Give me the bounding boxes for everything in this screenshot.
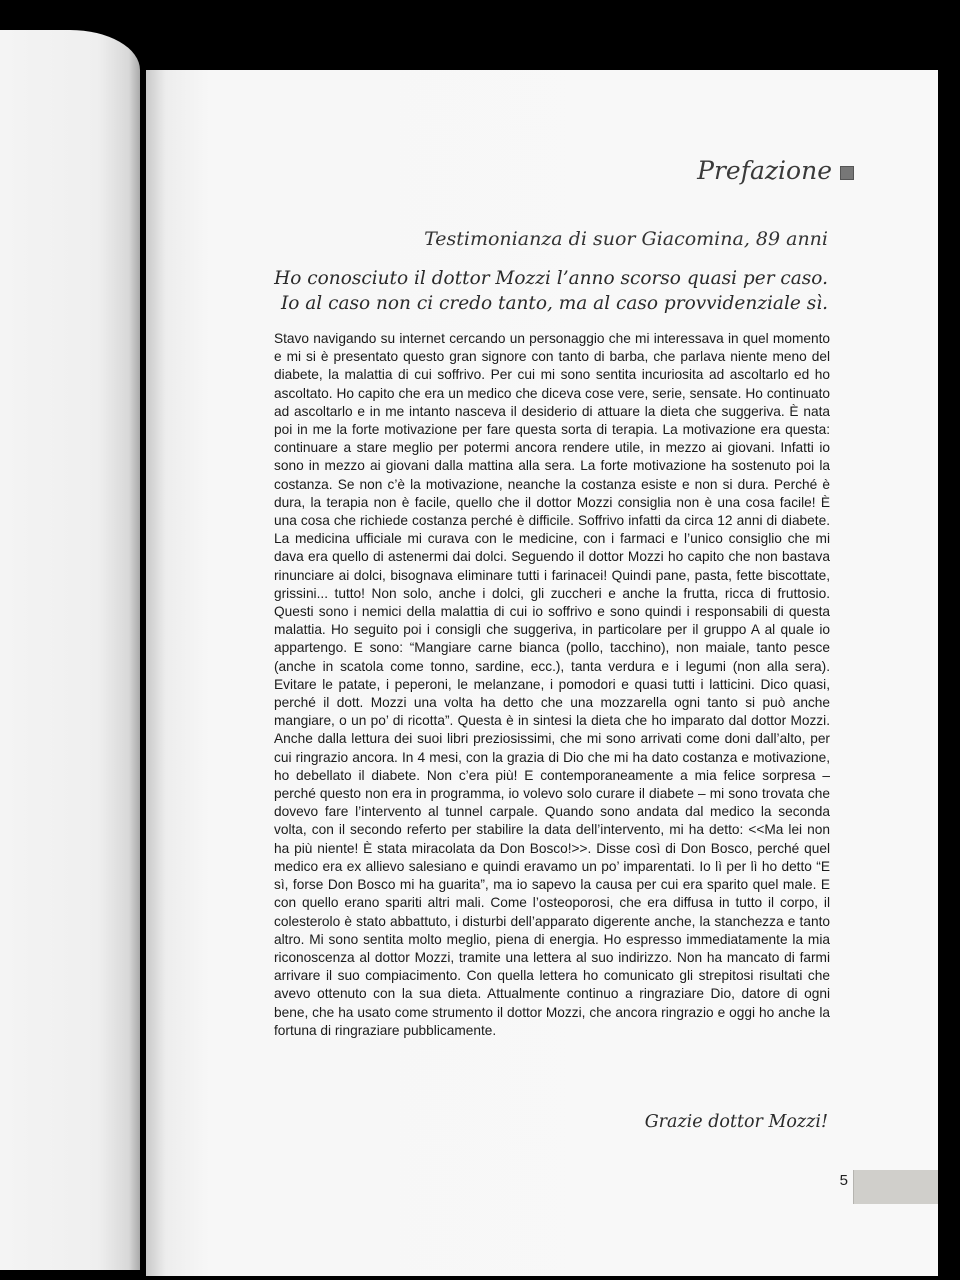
left-page (0, 30, 140, 1270)
quote-line-2: Io al caso non ci credo tanto, ma al caso provvidenziale sì. (280, 293, 828, 314)
body-paragraph: Stavo navigando su internet cercando un personaggio che mi interessava in quel momento e mi si è presentato questo gran signore con tanto di barba, che parlava niente meno del diabete, la malattia di cui soffrivo. Per cui mi sono sentita incuriosita ad ascoltarlo ed ho ascoltato. Ho capito che era un medico che diceva cose vere, serie, sensate. Ho continuato ad ascoltarlo e in me intanto nasceva il desiderio di attuare la dieta che suggeriva. È nata poi in me la forte motivazione per fare questa sorta di terapia. La motivazione era questa: continuare a stare meglio per potermi ancora rendere utile, in mezzo ai giovani. Infatti io sono in mezzo ai giovani dalla mattina alla sera. La forte motivazione ha sostenuto poi la costanza. Se non c’è la motivazione, neanche la costanza esiste e non si dura. Perché è dura, la terapia non è facile, quello che il dottor Mozzi consiglia non è una cosa facile! È una cosa che richiede costanza perché è difficile. Soffrivo infatti da circa 12 anni di diabete. La medicina ufficiale mi curava con le medicine, con i farmaci e l’unico consiglio che mi dava era quello di astenermi dai dolci. Seguendo il dottor Mozzi ho capito che non bastava rinunciare ai dolci, bisognava eliminare tutti i farinacei! Quindi pane, pasta, fette biscottate, grissini... tutto! Non solo, anche i dolci, gli zuccheri e anche la frutta, ricca di fruttosio. Questi sono i nemici della malattia di cui io soffrivo e sono quindi i responsabili di questa malattia. Ho seguito poi i consigli che suggeriva, in particolare per il gruppo A al quale io appartengo. E sono: “Mangiare carne bianca (pollo, tacchino), non maiale, tanto pesce (anche in scatola come tonno, sardine, ecc.), tanta verdura e i legumi (non alla sera). Evitare le patate, i peperoni, le melanzane, i pomodori e quasi tutti i latticini. Dico quasi, perché il dott. Mozzi una volta ha detto che una mozzarella ogni tanto si può anche mangiare, o un po’ di ricotta”. Questa è in sintesi la dieta che ho imparato dal dottor Mozzi. Anche dalla lettura dei suoi libri preziosissimi, che mi sono arrivati come doni dall’alto, per cui ringrazio ancora. In 4 mesi, con la grazia di Dio che mi ha dato costanza e motivazione, ho debellato il diabete. Non c’era più! E contemporaneamente a mia felice sorpresa – perché questo non era in programma, io volevo solo curare il diabete – mi sono trovata che dovevo fare l’intervento al tunnel carpale. Quando sono andata dal medico la seconda volta, con il secondo referto per stabilire la data dell’intervento, mi ha detto: <<Ma lei non ha più niente! È stata miracolata da Don Bosco!>>. Disse così di Don Bosco, perché quel medico era ex allievo salesiano e quindi eravamo un po’ imparentati. Io lì per lì ho detto “E sì, forse Don Bosco mi ha guarita”, ma io sapevo la causa per cui era sparito quel male. E con quello erano spariti altri mali. Come l’osteoporosi, che era diffusa in tutto il corpo, il colesterolo è stato abbattuto, i disturbi dell’apparato digerente anche, la stanchezza e tanto altro. Mi sono sentita molto meglio, piena di energia. Ho espresso immediatamente la mia riconoscenza al dottor Mozzi, tramite una lettera al suo indirizzo. Non ha mancato di farmi arrivare il suo compiacimento. Con quella lettera ho comunicato gli strepitosi risultati che avevo ottenuto con la sua dieta. Attualmente continuo a ringraziare Dio, datore di ogni bene, che ha usato come strumento il dottor Mozzi, che ancora ringrazio e oggi ho anche la fortuna di ringraziare pubblicamente. (274, 331, 830, 1038)
page-number-tab (853, 1170, 938, 1204)
right-page (146, 70, 938, 1276)
closing-line: Grazie dottor Mozzi! (644, 1112, 828, 1132)
body-text (274, 330, 830, 1040)
testimony-subtitle: Testimonianza di suor Giacomina, 89 anni (424, 228, 828, 250)
chapter-title: Prefazione (697, 156, 832, 185)
quote-line-1: Ho conosciuto il dottor Mozzi l’anno scorso quasi per caso. (274, 268, 828, 289)
opening-quote (228, 266, 828, 316)
page-number: 5 (839, 1172, 848, 1189)
title-square-marker (840, 166, 854, 180)
